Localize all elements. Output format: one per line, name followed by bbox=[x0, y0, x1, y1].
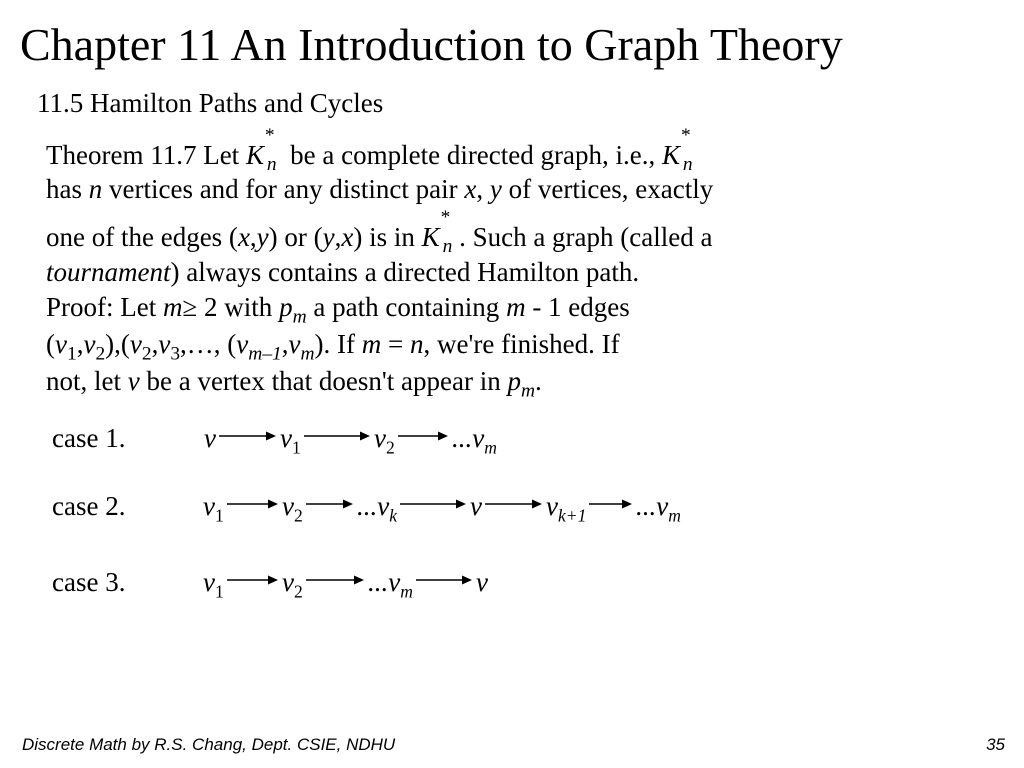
theorem-definition-text: be a complete directed graph, i.e., bbox=[290, 140, 656, 170]
theorem-exactly-text: of vertices, exactly bbox=[508, 174, 714, 204]
theorem-let: Let bbox=[203, 140, 240, 170]
comma: , bbox=[334, 222, 342, 252]
path-vertex: $...v_m$ bbox=[636, 491, 681, 526]
math-y: y bbox=[322, 222, 335, 252]
directed-edge-arrow bbox=[227, 574, 278, 586]
math-y: y bbox=[489, 174, 502, 204]
sub-3: 3 bbox=[170, 343, 181, 365]
tournament-term: tournament bbox=[46, 257, 171, 287]
theorem-such-text: . Such a graph (called a bbox=[459, 222, 713, 252]
equals: = bbox=[388, 329, 404, 359]
directed-edge-arrow bbox=[306, 574, 364, 586]
theorem-edges-text: one of the edges ( bbox=[46, 222, 238, 252]
math-p-m: $p_m$ bbox=[507, 366, 535, 402]
directed-edge-arrow bbox=[400, 498, 466, 510]
sub-m-1: m–1 bbox=[248, 343, 282, 365]
proof-line-2 bbox=[46, 327, 620, 365]
math-y: y bbox=[256, 222, 269, 252]
math-x: x bbox=[237, 222, 250, 252]
proof-geq-text: ≥ 2 with bbox=[182, 292, 273, 322]
directed-edge-arrow bbox=[416, 574, 472, 586]
proof-edges-text: - 1 edges bbox=[532, 292, 630, 322]
sub-1: 1 bbox=[66, 343, 77, 365]
math-x: x bbox=[341, 222, 354, 252]
period: . bbox=[535, 366, 542, 396]
case-label: case 2. bbox=[52, 491, 126, 521]
comma: , bbox=[281, 329, 289, 359]
path-vertex: $...v_k$ bbox=[357, 491, 398, 526]
path-vertex: $v_2$ bbox=[374, 423, 395, 458]
math-x: x bbox=[464, 174, 477, 204]
proof-finished-text: , we're finished. If bbox=[423, 329, 620, 359]
proof-vertex-text: be a vertex that doesn't appear in bbox=[146, 366, 501, 396]
theorem-is-in-text: ) is in bbox=[353, 222, 415, 252]
directed-edge-arrow bbox=[306, 498, 353, 510]
sub-2: 2 bbox=[141, 343, 152, 365]
edge-sep: ),( bbox=[105, 329, 130, 359]
proof-if: If bbox=[337, 329, 356, 359]
sub-m: m bbox=[300, 343, 315, 365]
proof-line-3 bbox=[46, 364, 542, 402]
math-n: n bbox=[88, 174, 103, 204]
theorem-line-4 bbox=[46, 255, 639, 289]
theorem-line-1 bbox=[46, 125, 699, 176]
path-vertex: $...v_m$ bbox=[368, 567, 413, 602]
math-v: v bbox=[127, 366, 140, 396]
directed-edge-arrow bbox=[304, 430, 370, 442]
paren: ( bbox=[46, 329, 55, 359]
comma: , bbox=[249, 222, 257, 252]
path-vertex: v bbox=[476, 567, 488, 597]
path-vertex: v bbox=[470, 491, 482, 521]
proof-label: Proof: bbox=[46, 292, 114, 322]
sub-2: 2 bbox=[95, 343, 106, 365]
proof-path-text: a path containing bbox=[313, 292, 500, 322]
math-v: v bbox=[288, 329, 301, 359]
theorem-has: has bbox=[46, 174, 82, 204]
math-p-m: $p_m$ bbox=[279, 292, 307, 328]
theorem-line-2 bbox=[46, 172, 713, 206]
case-label: case 1. bbox=[52, 423, 126, 453]
path-vertex: $v_2$ bbox=[282, 491, 303, 526]
directed-edge-arrow bbox=[227, 498, 278, 510]
comma: , bbox=[476, 174, 484, 204]
math-v: v bbox=[236, 329, 249, 359]
directed-edge-arrow bbox=[398, 430, 448, 442]
directed-edge-arrow bbox=[485, 498, 542, 510]
section-title: 11.5 Hamilton Paths and Cycles bbox=[37, 88, 384, 118]
path-vertex: $v_1$ bbox=[203, 491, 224, 526]
chapter-title: Chapter 11 An Introduction to Graph Theory bbox=[20, 19, 843, 70]
math-v: v bbox=[55, 329, 67, 359]
comma: , bbox=[76, 329, 84, 359]
math-m: m bbox=[162, 292, 183, 322]
footer-credit: Discrete Math by R.S. Chang, Dept. CSIE, NDHU bbox=[22, 735, 396, 754]
theorem-line-3 bbox=[46, 207, 713, 258]
math-m: m bbox=[506, 292, 526, 322]
proof-line-1 bbox=[46, 290, 630, 328]
math-v: v bbox=[129, 329, 142, 359]
path-vertex: v bbox=[204, 423, 216, 453]
theorem-conclusion-text: ) always contains a directed Hamilton path. bbox=[170, 257, 640, 287]
theorem-vertices-text: vertices and for any distinct pair bbox=[109, 174, 458, 204]
math-v: v bbox=[83, 329, 96, 359]
ellipsis: ,…, ( bbox=[180, 329, 237, 359]
path-vertex: $v_1$ bbox=[280, 423, 301, 458]
tournament-symbol-2: $K^*_n$ bbox=[661, 125, 693, 176]
page-number: 35 bbox=[986, 735, 1005, 754]
directed-edge-arrow bbox=[589, 498, 632, 510]
proof-let: Let bbox=[120, 292, 157, 322]
case-label: case 3. bbox=[52, 567, 126, 597]
path-vertex: $v_2$ bbox=[282, 567, 303, 602]
path-vertex: $v_1$ bbox=[203, 567, 224, 602]
tournament-symbol-3: $K^*_n$ bbox=[421, 207, 453, 258]
proof-not-text: not, let bbox=[46, 366, 121, 396]
tournament-symbol-1: $K^*_n$ bbox=[245, 125, 277, 176]
close-paren: ). bbox=[314, 329, 331, 359]
directed-edge-arrow bbox=[219, 430, 276, 442]
path-vertex: $...v_m$ bbox=[452, 423, 497, 458]
path-vertex: $v_{k+1}$ bbox=[546, 491, 587, 526]
theorem-label: Theorem 11.7 bbox=[46, 140, 197, 170]
math-n: n bbox=[410, 329, 424, 359]
math-v: v bbox=[158, 329, 171, 359]
comma: , bbox=[151, 329, 159, 359]
math-m: m bbox=[361, 329, 382, 359]
theorem-or-text: ) or ( bbox=[268, 222, 323, 252]
